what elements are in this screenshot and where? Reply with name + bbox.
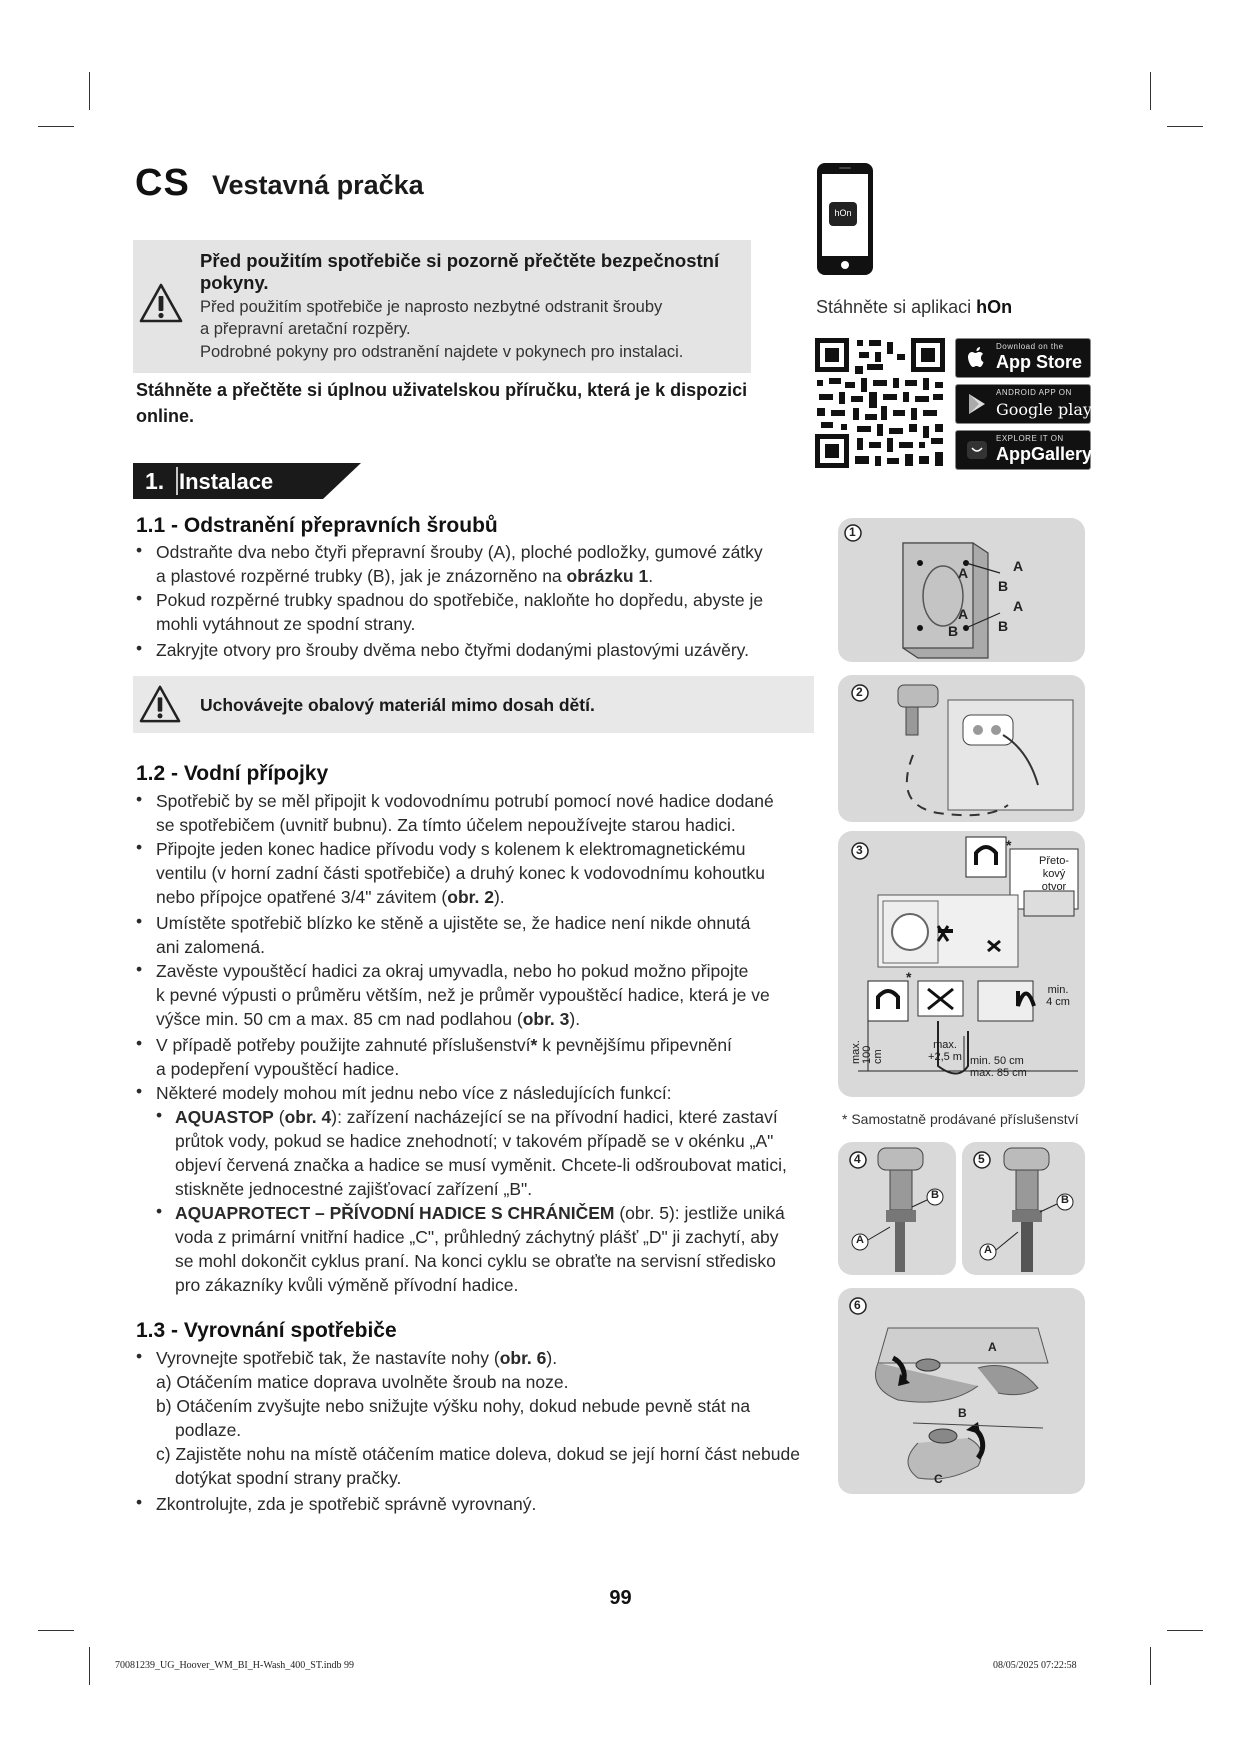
- figure-5-aquaprotect: [962, 1142, 1085, 1275]
- ref-label: B: [372, 566, 385, 586]
- list-item: [156, 1346, 557, 1370]
- feature-item: se mohl dokončit cyklus praní. Na konci cyklu se obraťte na servisní středisko: [175, 1251, 776, 1271]
- crop-mark: [1167, 1630, 1203, 1631]
- step-item: c) Zajistěte nohu na místě otáčením matice doleva, dokud se její horní část nebude: [156, 1444, 800, 1464]
- feature-item: průtok vody, pokud se hadice znehodnotí; v takovém případě se v okénku „A": [175, 1131, 774, 1151]
- min-text: 4 cm: [1046, 996, 1070, 1008]
- section-title: Instalace: [179, 469, 274, 494]
- list-item: Umístěte spotřebič blízko ke stěně a ujistěte se, že hadice není nikde ohnutá: [156, 913, 751, 933]
- overflow-label: [1033, 855, 1075, 894]
- list-item: ventilu (v horní zadní části spotřebiče) a druhý konec k vodovodnímu kohoutku: [156, 863, 765, 883]
- text: V případě potřeby použijte zahnuté příslušenství: [156, 1035, 531, 1055]
- min-text: min. 50 cm: [970, 1055, 1024, 1067]
- max-text: 100 cm: [861, 1045, 884, 1064]
- crop-mark: [38, 1630, 74, 1631]
- max-text: max.: [933, 1039, 957, 1051]
- footer-timestamp: 08/05/2025 07:22:58: [993, 1660, 1077, 1671]
- min-height-label: [1038, 984, 1078, 1008]
- accessory-star: *: [906, 969, 912, 985]
- bullet-dot: •: [136, 789, 143, 809]
- figure-number: 5: [978, 1152, 985, 1166]
- figure-label: A: [958, 565, 969, 581]
- child-warning-text: Uchovávejte obalový materiál mimo dosah dětí.: [200, 695, 595, 715]
- list-item: k pevné výpusti o průměru větším, než je průměr vypouštěcí hadice, která je ve: [156, 985, 770, 1005]
- bullet-dot: •: [136, 837, 143, 857]
- google-play-badge[interactable]: [955, 384, 1091, 424]
- bullet-dot: •: [136, 911, 143, 931]
- list-item: a podepření vypouštěcí hadice.: [156, 1059, 400, 1079]
- step-item: b) Otáčením zvyšujte nebo snižujte výšku nohy, dokud nebude pevně stát na: [156, 1396, 751, 1416]
- feature-item: stiskněte jednocestné zajišťovací zařízení „B".: [175, 1179, 533, 1199]
- store-name: AppGallery: [996, 444, 1093, 464]
- inlet-hose-illustration: [838, 675, 1085, 822]
- list-item: [156, 885, 505, 909]
- overflow-text: Přeto-: [1039, 855, 1069, 867]
- figure-number: 2: [856, 685, 863, 699]
- figure-label: A: [1013, 598, 1024, 614]
- list-item: Zkontrolujte, zda je spotřebič správně vyrovnaný.: [156, 1494, 537, 1514]
- bullet-dot: •: [136, 540, 143, 560]
- feature-item: objeví červená značka a hadice se musí vyměnit. Chcete-li odšroubovat matici,: [175, 1155, 787, 1175]
- subsection-heading: 1.1 - Odstranění přepravních šroubů: [136, 514, 498, 537]
- max-height-label: [850, 1034, 884, 1064]
- list-item: ani zalomená.: [156, 937, 265, 957]
- figure-ref: obrázku 1: [566, 566, 649, 586]
- text: ), ploché podložky, gumové zátky: [505, 542, 763, 562]
- list-item: Pokud rozpěrné trubky spadnou do spotřebiče, nakloňte ho dopředu, abyste je: [156, 590, 764, 610]
- google-play-icon: [964, 392, 990, 416]
- figure-number: 6: [854, 1298, 861, 1312]
- list-item: [156, 540, 763, 564]
- bullet-dot: •: [136, 1033, 143, 1053]
- max-length-label: [925, 1039, 965, 1063]
- max-text: max.: [850, 1040, 862, 1064]
- washer-back-illustration: [838, 518, 1085, 662]
- figure-ref: obr. 4: [284, 1107, 332, 1127]
- list-item: Zavěste vypouštěcí hadici za okraj umyvadla, nebo ho pokud možno připojte: [156, 961, 749, 981]
- figure-6-leveling-feet: [838, 1288, 1085, 1494]
- list-item: [156, 564, 653, 588]
- figure-label: B: [998, 618, 1009, 634]
- text: k pevnějšímu připevnění: [537, 1035, 732, 1055]
- warning-text: Před použitím spotřebiče je naprosto nezbytné odstranit šrouby: [200, 298, 663, 316]
- figure-label: B: [998, 578, 1009, 594]
- feature-name: AQUAPROTECT – PŘÍVODNÍ HADICE S CHRÁNIČEM: [175, 1203, 615, 1223]
- store-name: App Store: [996, 352, 1083, 372]
- text: Vyrovnejte spotřebič tak, že nastavíte nohy (: [156, 1348, 500, 1368]
- crop-mark: [89, 72, 90, 110]
- hon-logo: hOn: [834, 208, 852, 218]
- figure-label: A: [984, 1244, 992, 1256]
- list-item: [156, 1007, 580, 1031]
- overflow-text: otvor: [1041, 881, 1067, 893]
- bullet-dot: •: [156, 1201, 163, 1221]
- child-safety-warning: [133, 676, 814, 733]
- overflow-text: kový: [1042, 868, 1066, 880]
- figure-label: A: [1013, 558, 1024, 574]
- list-item: Zakryjte otvory pro šrouby dvěma nebo čtyřmi dodanými plastovými uzávěry.: [156, 640, 749, 660]
- text: ): zařízení nacházející se na přívodní hadici, které zastaví: [331, 1107, 778, 1127]
- apple-icon: [964, 346, 990, 370]
- text: ), jak je znázorněno na: [384, 566, 567, 586]
- subsection-heading: 1.3 - Vyrovnání spotřebiče: [136, 1319, 397, 1342]
- download-manual-note: [136, 377, 776, 429]
- text: ).: [493, 887, 505, 907]
- height-range-label: [970, 1055, 1027, 1079]
- download-note-line: Stáhněte a přečtěte si úplnou uživatelskou příručku, která je k dispozici: [136, 380, 748, 400]
- step-item: podlaze.: [175, 1420, 242, 1440]
- figure-ref: obr. 3: [522, 1009, 570, 1029]
- store-name: Google play: [996, 400, 1092, 419]
- subsection-heading: 1.2 - Vodní přípojky: [136, 762, 329, 785]
- step-item: dotýkat spodní strany pračky.: [175, 1468, 402, 1488]
- list-item: [156, 1033, 732, 1057]
- warning-text: a přepravní aretační rozpěry.: [200, 320, 411, 338]
- figure-label: A: [856, 1234, 864, 1246]
- section-number: 1.: [145, 468, 165, 494]
- warning-text: Podrobné pokyny pro odstranění najdete v pokynech pro instalaci.: [200, 343, 684, 361]
- bullet-dot: •: [136, 638, 143, 658]
- asterisk: *: [530, 1035, 538, 1055]
- crop-mark: [1167, 126, 1203, 127]
- accessory-footnote: * Samostatně prodávané příslušenství: [842, 1111, 1079, 1127]
- list-item: Připojte jeden konec hadice přívodu vody s kolenem k elektromagnetickému: [156, 839, 746, 859]
- leveling-foot-illustration: [838, 1288, 1085, 1494]
- section-header: [133, 463, 361, 499]
- qr-code[interactable]: [815, 338, 945, 468]
- list-item: Spotřebič by se měl připojit k vodovodnímu potrubí pomocí nové hadice dodané: [156, 791, 774, 811]
- smartphone-icon: [816, 162, 874, 276]
- figure-2-water-inlet: [838, 675, 1085, 822]
- bullet-dot: •: [136, 588, 143, 608]
- store-small-text: Download on the: [996, 342, 1064, 351]
- footer-file-info: 70081239_UG_Hoover_WM_BI_H-Wash_400_ST.indb 99: [115, 1660, 354, 1671]
- download-note-line: online.: [136, 406, 194, 426]
- list-item: Některé modely mohou mít jednu nebo více z následujících funkcí:: [156, 1083, 672, 1103]
- text: .: [648, 566, 654, 586]
- figure-ref: obr. 2: [447, 887, 494, 907]
- warning-icon: [139, 282, 183, 324]
- app-brand: hOn: [976, 297, 1013, 317]
- bullet-dot: •: [136, 1492, 143, 1512]
- figure-label: B: [931, 1189, 939, 1201]
- bullet-dot: •: [136, 959, 143, 979]
- app-label-text: Stáhněte si aplikaci: [816, 297, 977, 317]
- huawei-icon: [964, 438, 990, 462]
- app-store-badge[interactable]: [955, 338, 1091, 378]
- figure-label: C: [934, 1472, 943, 1486]
- list-item: mohli vytáhnout ze spodní strany.: [156, 614, 416, 634]
- language-code: CS: [135, 162, 190, 204]
- page-number: 99: [609, 1587, 632, 1609]
- warning-heading: Před použitím spotřebiče si pozorně přečtěte bezpečnostní pokyny.: [200, 250, 720, 293]
- text: (obr. 5): jestliže uniká: [614, 1203, 785, 1223]
- store-small-text: EXPLORE IT ON: [996, 434, 1064, 443]
- app-download-label: [816, 297, 1012, 318]
- figure-4-aquastop: [838, 1142, 956, 1275]
- crop-mark: [1150, 1647, 1151, 1685]
- figure-number: 1: [849, 525, 856, 539]
- min-text: min.: [1047, 984, 1069, 996]
- page-title: Vestavná pračka: [212, 170, 424, 200]
- figure-number: 4: [854, 1152, 861, 1166]
- figure-label: B: [1061, 1194, 1069, 1206]
- max-text: +2,5 m: [928, 1051, 962, 1063]
- feature-item: pro zákazníky kvůli výměně přívodní hadice.: [175, 1275, 519, 1295]
- safety-warning-box: [133, 240, 751, 373]
- figure-label: A: [958, 606, 969, 622]
- text: (: [273, 1107, 285, 1127]
- list-item: se spotřebičem (uvnitř bubnu). Za tímto účelem nepoužívejte starou hadici.: [156, 815, 736, 835]
- bullet-dot: •: [136, 1346, 143, 1366]
- bullet-dot: •: [156, 1105, 163, 1125]
- crop-mark: [1150, 72, 1151, 110]
- figure-label: B: [958, 1406, 967, 1420]
- ref-label: A: [493, 542, 506, 562]
- text: Odstraňte dva nebo čtyři přepravní šrouby (: [156, 542, 494, 562]
- text: ).: [546, 1348, 558, 1368]
- crop-mark: [89, 1647, 90, 1685]
- warning-icon: [139, 684, 181, 724]
- figure-label: A: [988, 1340, 997, 1354]
- text: výšce min. 50 cm a max. 85 cm nad podlahou (: [156, 1009, 523, 1029]
- feature-name: AQUASTOP: [175, 1107, 274, 1127]
- feature-item: [175, 1105, 778, 1129]
- store-small-text: ANDROID APP ON: [996, 388, 1072, 397]
- figure-label: B: [948, 623, 959, 639]
- accessory-star: *: [1006, 837, 1012, 853]
- figure-ref: obr. 6: [499, 1348, 547, 1368]
- feature-item: [175, 1201, 785, 1225]
- figure-3-drain-hose: [838, 831, 1085, 1097]
- text: a plastové rozpěrné trubky (: [156, 566, 373, 586]
- feature-item: voda z primární vnitřní hadice „C", průhledný záchytný plášť „D" ji zachytí, aby: [175, 1227, 779, 1247]
- text: nebo přípojce opatřené 3/4" závitem (: [156, 887, 448, 907]
- text: ).: [569, 1009, 581, 1029]
- max-text: max. 85 cm: [970, 1067, 1027, 1079]
- app-gallery-badge[interactable]: [955, 430, 1091, 470]
- figure-1-transport-bolts: [838, 518, 1085, 662]
- crop-mark: [38, 126, 74, 127]
- figure-number: 3: [856, 843, 863, 857]
- bullet-dot: •: [136, 1081, 143, 1101]
- step-item: a) Otáčením matice doprava uvolněte šroub na noze.: [156, 1372, 569, 1392]
